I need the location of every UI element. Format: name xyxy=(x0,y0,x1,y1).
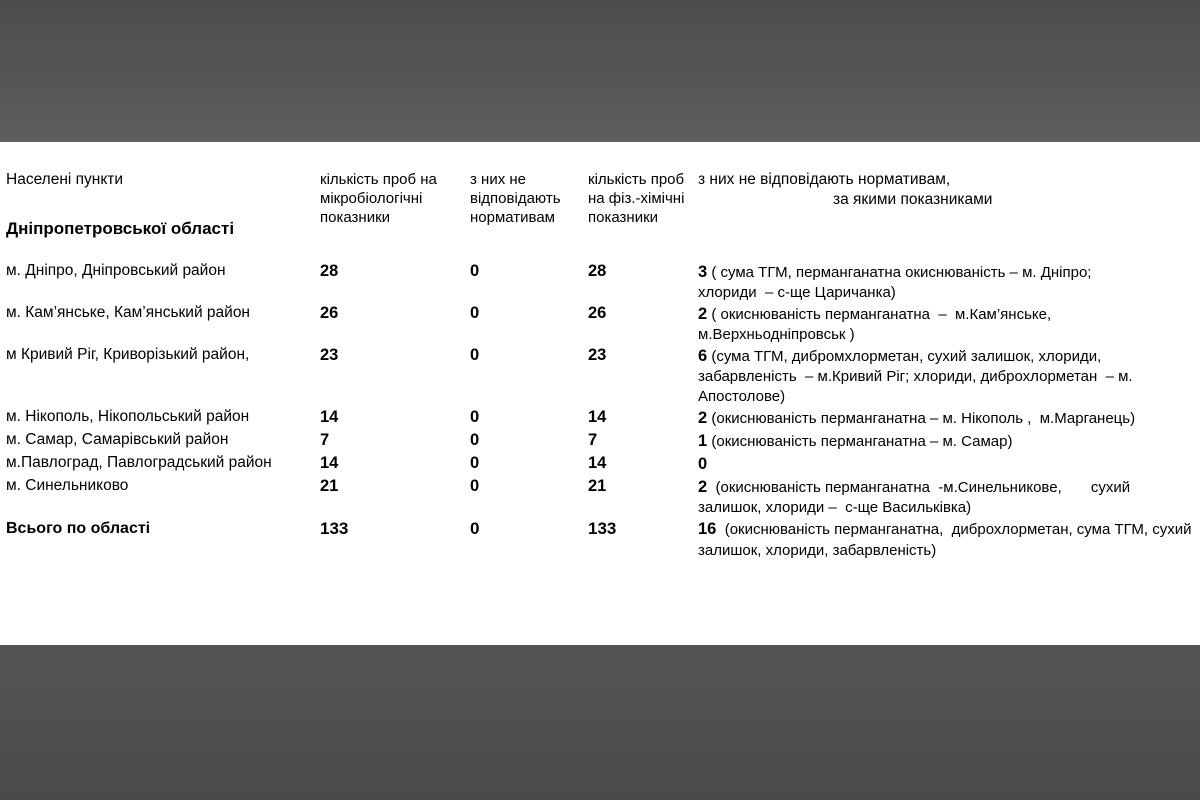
header-nonconform-title: з них не відповідають нормативам, xyxy=(698,171,951,188)
cell-total-chem-samples: 133 xyxy=(588,519,617,539)
cell-nonconform-note xyxy=(698,262,1196,302)
cell-chem-samples: 7 xyxy=(588,430,598,449)
note-text: (окиснюваність перманганатна – м. Нікополь , м.Марганець) xyxy=(707,409,1136,427)
cell-nonconform-note xyxy=(698,408,1196,429)
table-row xyxy=(0,454,1200,475)
header-cell-micro-samples: кількість проб на мікробіологічні показники xyxy=(320,171,437,227)
table-header-row xyxy=(0,142,1200,240)
cell-chem-samples: 23 xyxy=(588,346,607,365)
note-text: ( окиснюваність перманганатна – м.Кам’янське, м.Верхньодніпровськ ) xyxy=(698,306,1056,344)
table-row xyxy=(0,408,1200,429)
cell-settlement: м.Павлоград, Павлоградський район xyxy=(6,454,272,472)
cell-nonconform-note xyxy=(698,431,1196,452)
note-text: (сума ТГМ, дибромхлорметан, сухий залишок, хлориди, забарвленість – м.Кривий Ріг; хлориди, диброхлорметан – м. Апостолове) xyxy=(698,348,1137,405)
note-count: 1 xyxy=(698,431,708,450)
cell-settlement: м. Дніпро, Дніпровський район xyxy=(6,261,226,279)
cell-micro-samples: 23 xyxy=(320,346,339,365)
note-text: (окиснюваність перманганатна, диброхлорметан, сума ТГМ, сухий залишок, хлориди, забарвленість) xyxy=(698,521,1196,559)
cell-chem-samples: 14 xyxy=(588,407,607,426)
cell-micro-nonconform: 0 xyxy=(470,407,480,426)
cell-micro-nonconform: 0 xyxy=(470,430,480,449)
cell-micro-samples: 28 xyxy=(320,261,339,280)
cell-micro-nonconform: 0 xyxy=(470,346,480,365)
note-count: 6 xyxy=(698,347,708,366)
cell-micro-nonconform: 0 xyxy=(470,477,480,496)
cell-total-micro-samples: 133 xyxy=(320,519,349,539)
table-row xyxy=(0,431,1200,452)
cell-micro-nonconform: 0 xyxy=(470,261,480,280)
cell-chem-samples: 26 xyxy=(588,304,607,323)
table-row xyxy=(0,346,1200,405)
table-row xyxy=(0,477,1200,517)
cell-settlement: м. Самар, Самарівський район xyxy=(6,430,229,448)
cell-micro-samples: 21 xyxy=(320,477,339,496)
cell-micro-nonconform: 0 xyxy=(470,454,480,473)
cell-nonconform-note xyxy=(698,477,1196,517)
cell-chem-samples: 14 xyxy=(588,454,607,473)
cell-micro-samples: 14 xyxy=(320,407,339,426)
note-count: 2 xyxy=(698,408,708,427)
water-quality-table xyxy=(0,142,1200,645)
cell-settlement: м. Синельниково xyxy=(6,477,129,495)
note-count: 0 xyxy=(698,455,708,474)
cell-micro-nonconform: 0 xyxy=(470,304,480,323)
note-text: (окиснюваність перманганатна -м.Синельникове, сухий залишок, хлориди – с-ще Васильківка) xyxy=(698,479,1135,517)
document-sheet xyxy=(0,142,1200,645)
cell-total-label: Всього по області xyxy=(6,520,151,538)
cell-chem-samples: 21 xyxy=(588,477,607,496)
note-count: 2 xyxy=(698,305,708,324)
header-cell-micro-nonconform: з них не відповідають нормативам xyxy=(470,171,561,227)
table-total-row xyxy=(0,519,1200,559)
table-body xyxy=(0,262,1200,560)
cell-nonconform-note xyxy=(698,454,1196,475)
cell-settlement: м. Кам’янське, Кам’янський район xyxy=(6,304,250,322)
cell-nonconform-note xyxy=(698,304,1196,344)
cell-settlement: м Кривий Ріг, Криворізький район, xyxy=(6,346,250,364)
cell-micro-samples: 14 xyxy=(320,454,339,473)
cell-settlement: м. Нікополь, Нікопольський район xyxy=(6,407,250,425)
cell-total-nonconform-note xyxy=(698,519,1196,559)
cell-micro-samples: 26 xyxy=(320,304,339,323)
header-cell-chem-samples: кількість проб на фіз.-хімічні показники xyxy=(588,171,685,227)
header-settlements-line1: Населені пункти xyxy=(6,171,124,188)
note-count: 3 xyxy=(698,262,708,281)
header-cell-nonconformities xyxy=(698,170,1196,210)
header-nonconform-subtitle: за якими показниками xyxy=(833,191,993,209)
header-cell-settlements xyxy=(0,170,320,240)
cell-total-micro-nonconform: 0 xyxy=(470,519,480,539)
table-row xyxy=(0,304,1200,344)
note-count: 16 xyxy=(698,520,717,539)
cell-nonconform-note xyxy=(698,346,1196,405)
note-text: ( сума ТГМ, перманганатна окиснюваність – м. Дніпро; хлориди – с-ще Царичанка) xyxy=(698,263,1163,301)
note-text: (окиснюваність перманганатна – м. Самар) xyxy=(707,432,1013,450)
header-settlements-line2: Дніпропетровської області xyxy=(6,219,235,239)
cell-chem-samples: 28 xyxy=(588,261,607,280)
note-count: 2 xyxy=(698,478,708,497)
cell-micro-samples: 7 xyxy=(320,430,330,449)
table-row xyxy=(0,262,1200,302)
